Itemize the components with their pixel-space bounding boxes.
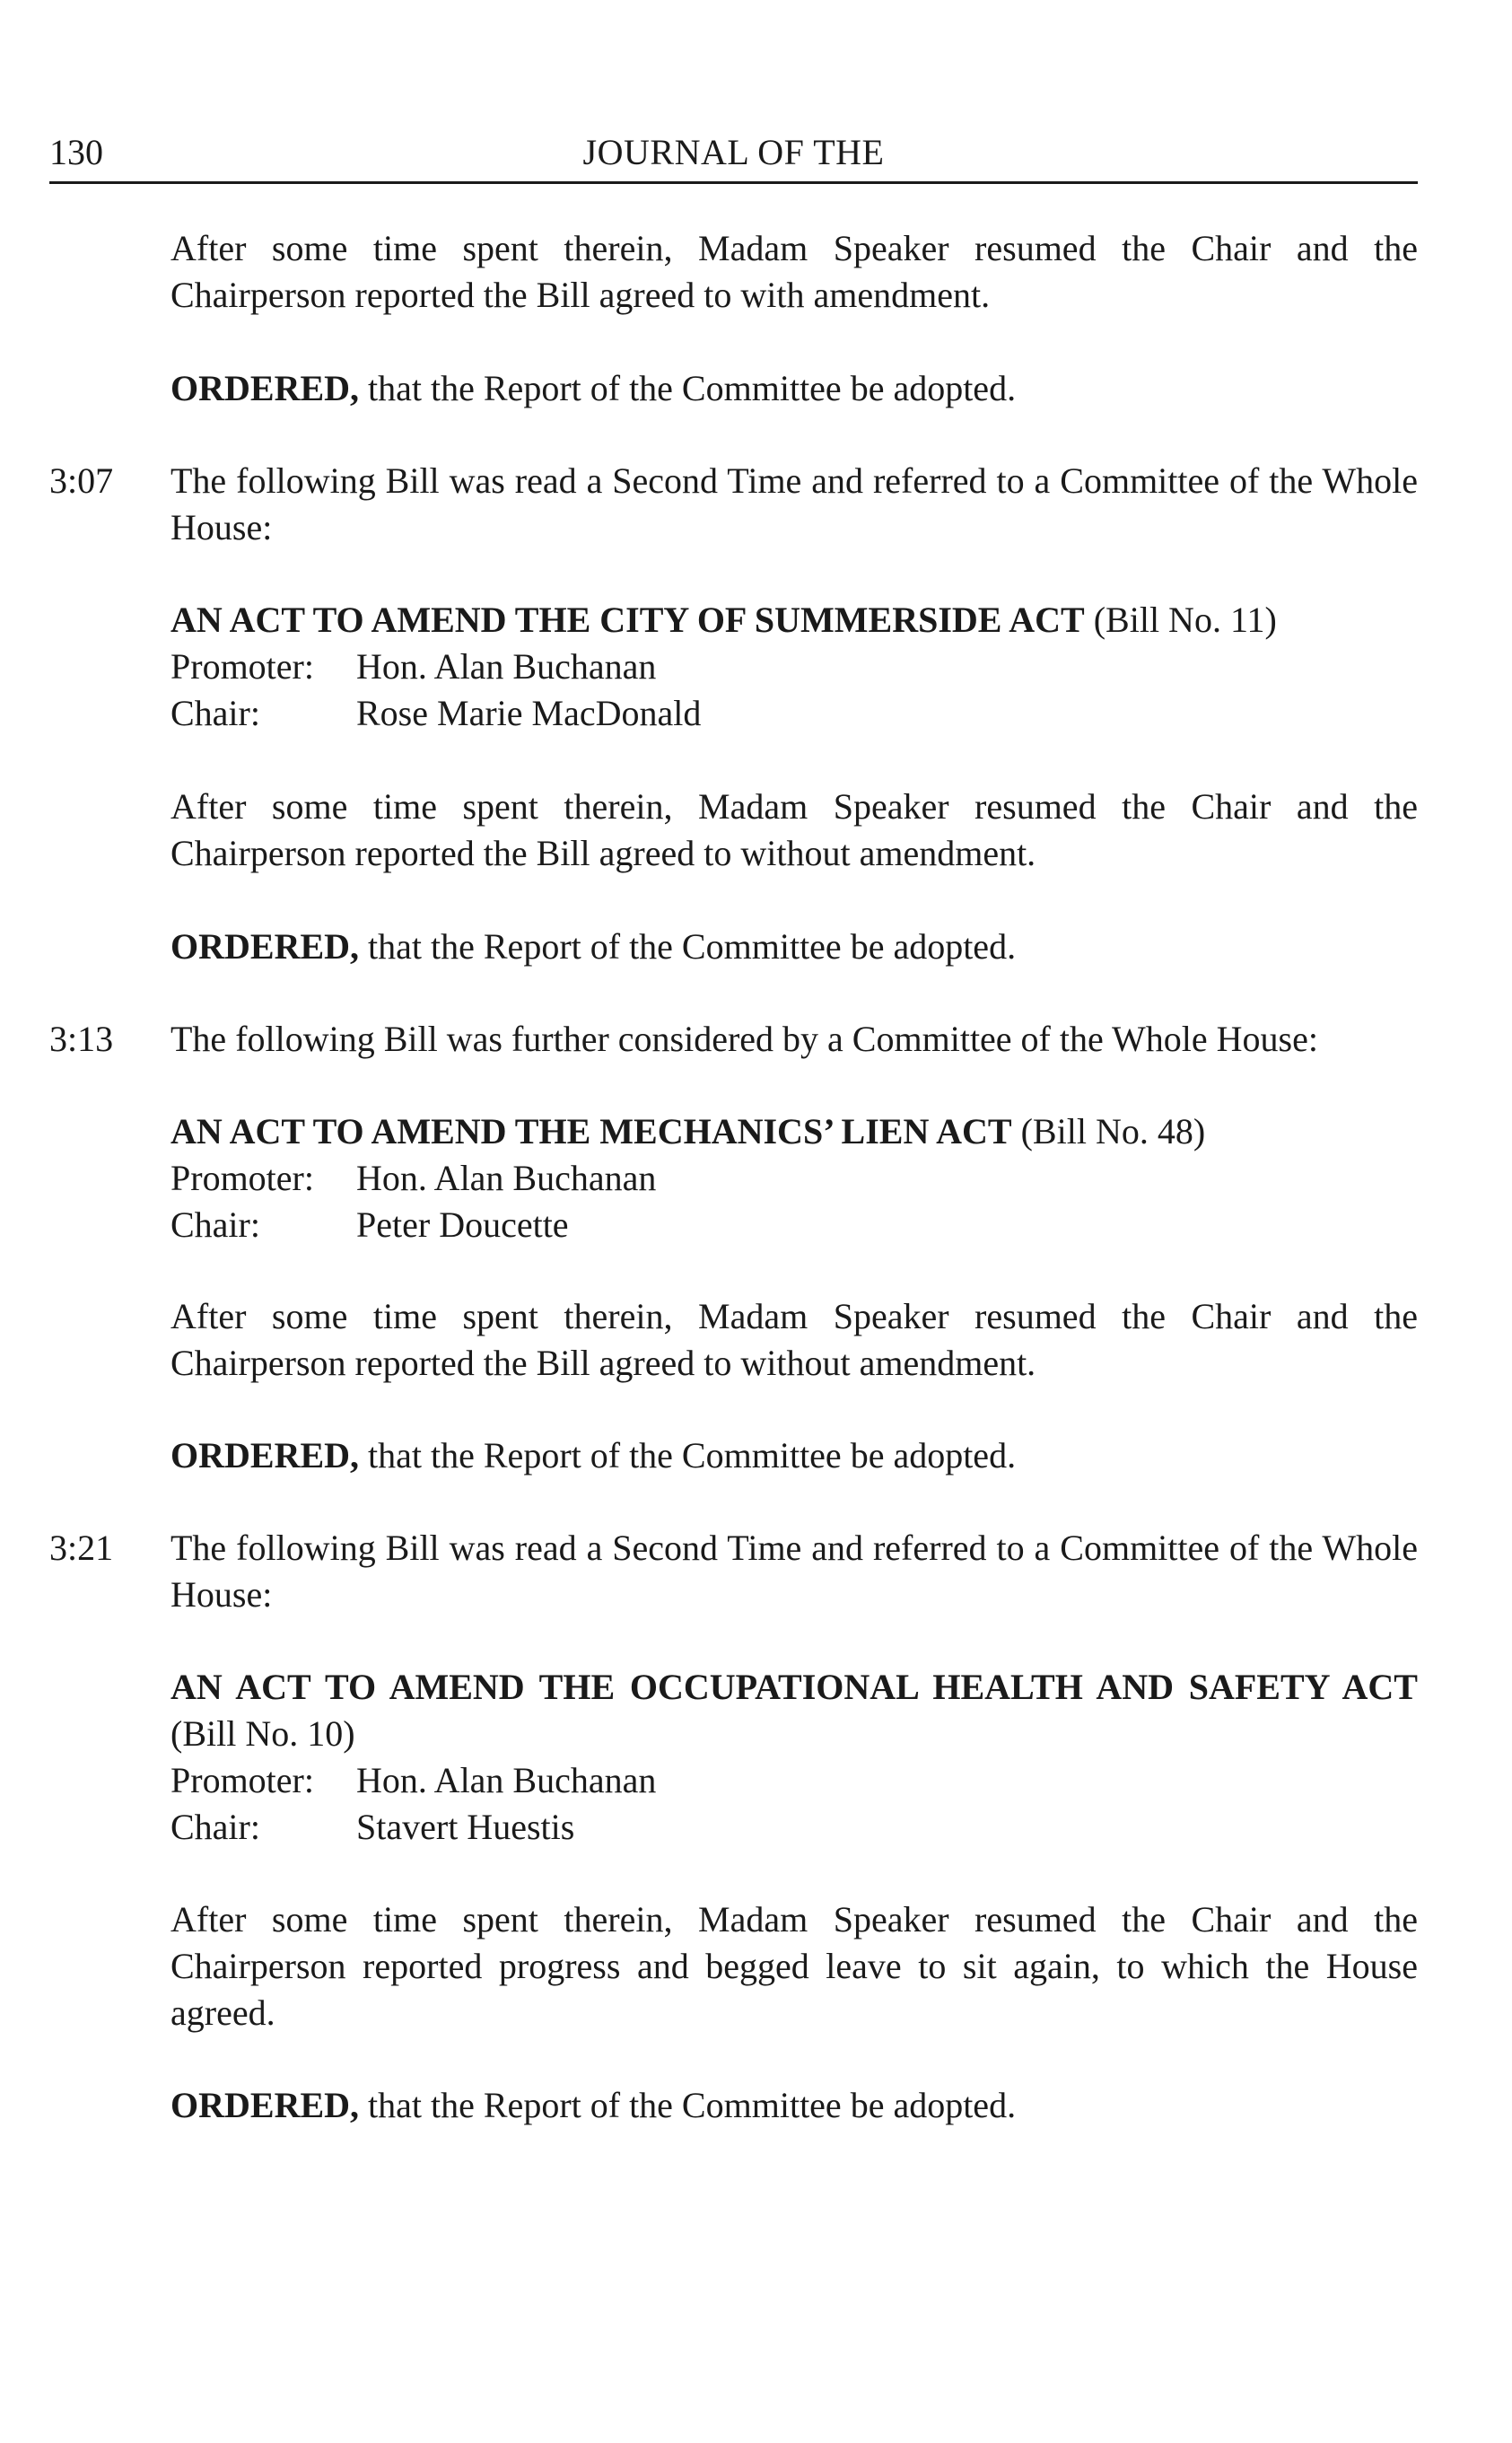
- ordered-label: ORDERED,: [170, 2085, 360, 2125]
- promoter-label: Promoter:: [170, 1760, 314, 1800]
- bill-title: AN ACT TO AMEND THE CITY OF SUMMERSIDE ACT: [170, 600, 1085, 640]
- running-title: JOURNAL OF THE: [582, 132, 885, 172]
- entry-statement: The following Bill was read a Second Time and referred to a Committee of the Whole House:: [170, 1528, 1418, 1615]
- intro-paragraph: After some time spent therein, Madam Speaker resumed the Chair and the Chairperson reported the Bill agreed to with amendment.: [170, 228, 1418, 315]
- ordered-text: that the Report of the Committee be adopted.: [359, 2085, 1017, 2125]
- chair-row: [170, 690, 1418, 737]
- promoter-row: [170, 1155, 1418, 1202]
- page-header: [49, 127, 1418, 184]
- ordered-label: ORDERED,: [170, 1435, 360, 1475]
- result-paragraph: After some time spent therein, Madam Speaker resumed the Chair and the Chairperson reported the Bill agreed to without amendment.: [170, 1296, 1418, 1383]
- bill-number: (Bill No. 10): [170, 1713, 355, 1754]
- entry-statement: The following Bill was further considered by a Committee of the Whole House:: [170, 1019, 1318, 1059]
- bill-title: AN ACT TO AMEND THE MECHANICS’ LIEN ACT: [170, 1111, 1012, 1151]
- bill-heading: [170, 597, 1418, 644]
- chair-label: Chair:: [170, 693, 260, 733]
- ordered-text: that the Report of the Committee be adopted.: [359, 368, 1017, 408]
- bill-heading: [170, 1664, 1418, 1757]
- entry-ordered: [170, 1432, 1418, 1479]
- entry-ordered: [170, 924, 1418, 970]
- entry-time: 3:07: [49, 460, 114, 501]
- chair-row: [170, 1202, 1418, 1248]
- promoter-label: Promoter:: [170, 1158, 314, 1198]
- chair-label: Chair:: [170, 1807, 260, 1847]
- intro-ordered: [170, 365, 1418, 412]
- bill-title: AN ACT TO AMEND THE OCCUPATIONAL HEALTH AND SAFETY ACT: [170, 1667, 1418, 1707]
- bill-number: (Bill No. 11): [1084, 600, 1277, 640]
- promoter-label: Promoter:: [170, 646, 314, 687]
- chair-label: Chair:: [170, 1204, 260, 1245]
- chair-name: Peter Doucette: [356, 1204, 569, 1245]
- result-paragraph: After some time spent therein, Madam Speaker resumed the Chair and the Chairperson reported the Bill agreed to without amendment.: [170, 786, 1418, 873]
- entry-statement: The following Bill was read a Second Time and referred to a Committee of the Whole House:: [170, 460, 1418, 547]
- promoter-row: [170, 644, 1418, 690]
- entry-ordered: [170, 2082, 1418, 2129]
- chair-name: Stavert Huestis: [356, 1807, 575, 1847]
- promoter-row: [170, 1757, 1418, 1804]
- result-paragraph: After some time spent therein, Madam Speaker resumed the Chair and the Chairperson reported progress and begged leave to sit again, to which the House agreed.: [170, 1899, 1418, 2033]
- promoter-name: Hon. Alan Buchanan: [356, 646, 657, 687]
- entry-time: 3:21: [49, 1528, 114, 1568]
- chair-row: [170, 1804, 1418, 1851]
- ordered-text: that the Report of the Committee be adopted.: [359, 1435, 1017, 1475]
- bill-heading: [170, 1108, 1418, 1155]
- ordered-text: that the Report of the Committee be adopted.: [359, 926, 1017, 967]
- ordered-label: ORDERED,: [170, 368, 360, 408]
- bill-number: (Bill No. 48): [1011, 1111, 1206, 1151]
- bill-block: [170, 1108, 1418, 1248]
- page-number: 130: [49, 132, 103, 172]
- promoter-name: Hon. Alan Buchanan: [356, 1158, 657, 1198]
- promoter-name: Hon. Alan Buchanan: [356, 1760, 657, 1800]
- chair-name: Rose Marie MacDonald: [356, 693, 702, 733]
- bill-block: [170, 1664, 1418, 1851]
- bill-block: [170, 597, 1418, 737]
- entry-time: 3:13: [49, 1019, 114, 1059]
- ordered-label: ORDERED,: [170, 926, 360, 967]
